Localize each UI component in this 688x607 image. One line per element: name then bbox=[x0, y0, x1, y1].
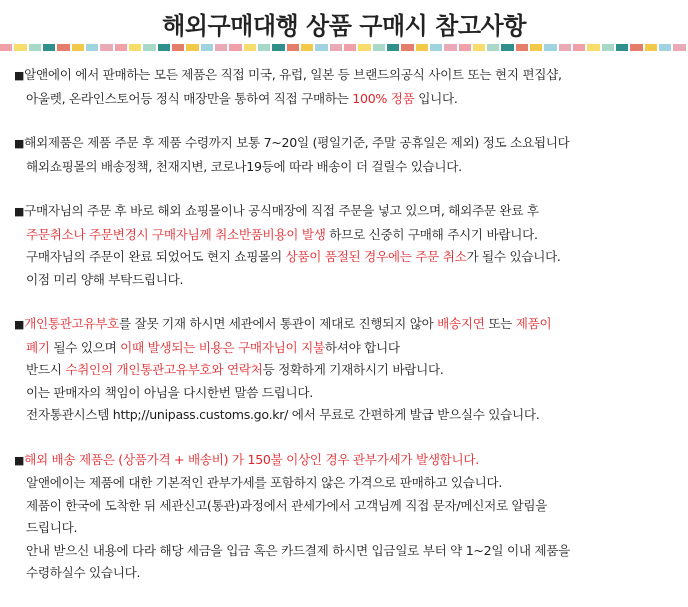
stripe-segment bbox=[673, 44, 685, 51]
notice-line bbox=[14, 449, 678, 473]
highlight-text: 100% 정품 bbox=[352, 90, 415, 106]
stripe-segment bbox=[344, 44, 356, 51]
stripe-segment bbox=[158, 44, 170, 51]
stripe-segment bbox=[616, 44, 628, 51]
notice-line bbox=[14, 359, 678, 382]
stripe-segment bbox=[501, 44, 513, 51]
stripe-segment bbox=[544, 44, 556, 51]
highlight-text: 제품이 bbox=[515, 316, 552, 331]
body-text: 수령하실수 있습니다. bbox=[26, 565, 141, 580]
notice-section bbox=[14, 64, 678, 110]
body-text: 알앤에이는 제품에 대한 기본적인 관부가세를 포함하지 않은 가격으로 판매하고 있습니다. bbox=[26, 475, 503, 490]
stripe-segment bbox=[86, 44, 98, 51]
stripe-segment bbox=[172, 44, 184, 51]
body-text: 또는 bbox=[484, 316, 516, 331]
body-text: 하셔야 합니다 bbox=[324, 339, 400, 355]
decorative-color-stripe bbox=[0, 44, 688, 51]
body-text: 알앤에이 에서 판매하는 모든 제품은 직접 미국, 유럽, 일본 등 브랜드의공식 사이트 또는 현지 편집샵, bbox=[24, 67, 562, 82]
stripe-segment bbox=[401, 44, 413, 51]
stripe-segment bbox=[287, 44, 299, 51]
body-text: 하므로 신중히 구매해 주시기 바랍니다. bbox=[325, 226, 538, 242]
stripe-segment bbox=[244, 44, 256, 51]
stripe-segment bbox=[115, 44, 127, 51]
stripe-segment bbox=[487, 44, 499, 51]
stripe-segment bbox=[373, 44, 385, 51]
body-text: 드립니다. bbox=[26, 520, 78, 535]
body-text: 구매자님의 주문이 완료 되었어도 현지 쇼핑몰의 bbox=[26, 249, 286, 264]
body-text: 해외제품은 제품 주문 후 제품 수령까지 보통 7~20일 (평일기준, 주말 공휴일은 제외) 정도 소요됩니다 bbox=[24, 135, 570, 150]
stripe-segment bbox=[587, 44, 599, 51]
notice-section bbox=[14, 313, 678, 427]
notice-line bbox=[14, 495, 678, 518]
highlight-text: 해외 배송 제품은 (상품가격 + 배송비) 가 150불 이상인 경우 관부가세가 발생합니다. bbox=[24, 451, 479, 467]
body-text: 전자통관시스템 http;//unipass.customs.go.kr/ 에서 무료로 간편하게 발급 받으실수 있습니다. bbox=[26, 407, 540, 422]
highlight-text: 수취인의 개인통관고유부호와 연락처 bbox=[65, 362, 263, 377]
stripe-segment bbox=[473, 44, 485, 51]
bullet-icon: ■ bbox=[14, 69, 25, 82]
body-text: 입니다. bbox=[414, 90, 458, 106]
stripe-segment bbox=[358, 44, 370, 51]
stripe-segment bbox=[0, 44, 12, 51]
body-text: 구매자님의 주문 후 바로 해외 쇼핑몰이나 공식매장에 직접 주문을 넣고 있으며, 해외주문 완료 후 bbox=[24, 203, 539, 218]
notice-line bbox=[14, 313, 678, 337]
highlight-text: 주문취소나 주문변경시 구매자님께 취소반품비용이 발생 bbox=[26, 226, 326, 242]
stripe-segment bbox=[201, 44, 213, 51]
highlight-text: 개인통관고유부호 bbox=[24, 316, 120, 331]
notice-line bbox=[14, 132, 678, 156]
stripe-segment bbox=[416, 44, 428, 51]
stripe-segment bbox=[559, 44, 571, 51]
notice-line bbox=[14, 224, 678, 247]
stripe-segment bbox=[229, 44, 241, 51]
stripe-segment bbox=[602, 44, 614, 51]
stripe-segment bbox=[272, 44, 284, 51]
stripe-segment bbox=[258, 44, 270, 51]
highlight-text: 폐기 bbox=[26, 339, 50, 355]
notice-line bbox=[14, 88, 678, 111]
stripe-segment bbox=[530, 44, 542, 51]
body-text: 될수 있으며 bbox=[49, 339, 121, 355]
highlight-text: 이때 발생되는 비용은 구매자님이 지불 bbox=[120, 339, 325, 355]
stripe-segment bbox=[516, 44, 528, 51]
page-title: 해외구매대행 상품 구매시 참고사항 bbox=[162, 12, 526, 40]
body-text: 가 될수 있습니다. bbox=[466, 249, 561, 264]
stripe-segment bbox=[43, 44, 55, 51]
stripe-segment bbox=[659, 44, 671, 51]
notice-line bbox=[14, 246, 678, 269]
stripe-segment bbox=[29, 44, 41, 51]
body-text: 이점 미리 양해 부탁드립니다. bbox=[26, 271, 184, 287]
notice-line bbox=[14, 200, 678, 224]
stripe-segment bbox=[100, 44, 112, 51]
notice-line bbox=[14, 382, 678, 405]
notice-line bbox=[14, 156, 678, 179]
body-text: 를 잘못 기재 하시면 세관에서 통관이 제대로 진행되지 않아 bbox=[119, 316, 438, 331]
stripe-segment bbox=[387, 44, 399, 51]
bullet-icon: ■ bbox=[14, 205, 25, 218]
notice-section bbox=[14, 449, 678, 585]
stripe-segment bbox=[573, 44, 585, 51]
stripe-segment bbox=[186, 44, 198, 51]
stripe-segment bbox=[330, 44, 342, 51]
highlight-text: 배송지연 bbox=[437, 316, 485, 331]
bullet-icon: ■ bbox=[14, 453, 25, 467]
highlight-text: 상품이 품절된 경우에는 주문 취소 bbox=[285, 249, 467, 264]
body-text: 해외쇼핑몰의 배송정책, 천재지변, 코로나19등에 따라 배송이 더 걸릴수 있습니다. bbox=[26, 158, 462, 174]
notice-line bbox=[14, 337, 678, 360]
notice-line bbox=[14, 517, 678, 540]
stripe-segment bbox=[459, 44, 471, 51]
body-text: 제품이 한국에 도착한 뒤 세관신고(통관)과정에서 관세가에서 고객님께 직접 문자/메신저로 알림을 bbox=[26, 497, 548, 513]
notice-line bbox=[14, 269, 678, 292]
stripe-segment bbox=[630, 44, 642, 51]
body-text: 아울렛, 온라인스토어등 정식 매장만을 통하여 직접 구매하는 bbox=[26, 90, 353, 106]
stripe-segment bbox=[14, 44, 26, 51]
stripe-segment bbox=[215, 44, 227, 51]
body-text: 안내 받으신 내용에 다라 해당 세금을 입금 혹은 카드결제 하시면 입금일로 부터 약 1~2일 이내 제품을 bbox=[26, 542, 570, 558]
stripe-segment bbox=[129, 44, 141, 51]
body-text: 등 정확하게 기재하시기 바랍니다. bbox=[262, 362, 444, 377]
stripe-segment bbox=[301, 44, 313, 51]
notice-line bbox=[14, 562, 678, 585]
bullet-icon: ■ bbox=[14, 318, 25, 331]
notice-line bbox=[14, 472, 678, 495]
stripe-segment bbox=[645, 44, 657, 51]
notice-section bbox=[14, 200, 678, 291]
stripe-segment bbox=[444, 44, 456, 51]
body-text: 반드시 bbox=[26, 362, 66, 377]
stripe-segment bbox=[143, 44, 155, 51]
stripe-segment bbox=[430, 44, 442, 51]
stripe-segment bbox=[57, 44, 69, 51]
stripe-segment bbox=[315, 44, 327, 51]
bullet-icon: ■ bbox=[14, 137, 25, 150]
notice-content bbox=[14, 64, 678, 607]
notice-line bbox=[14, 404, 678, 427]
notice-section bbox=[14, 132, 678, 178]
notice-line bbox=[14, 64, 678, 88]
notice-line bbox=[14, 540, 678, 563]
stripe-segment bbox=[72, 44, 84, 51]
body-text: 이는 판매자의 책임이 아님을 다시한번 말씀 드립니다. bbox=[26, 384, 313, 400]
